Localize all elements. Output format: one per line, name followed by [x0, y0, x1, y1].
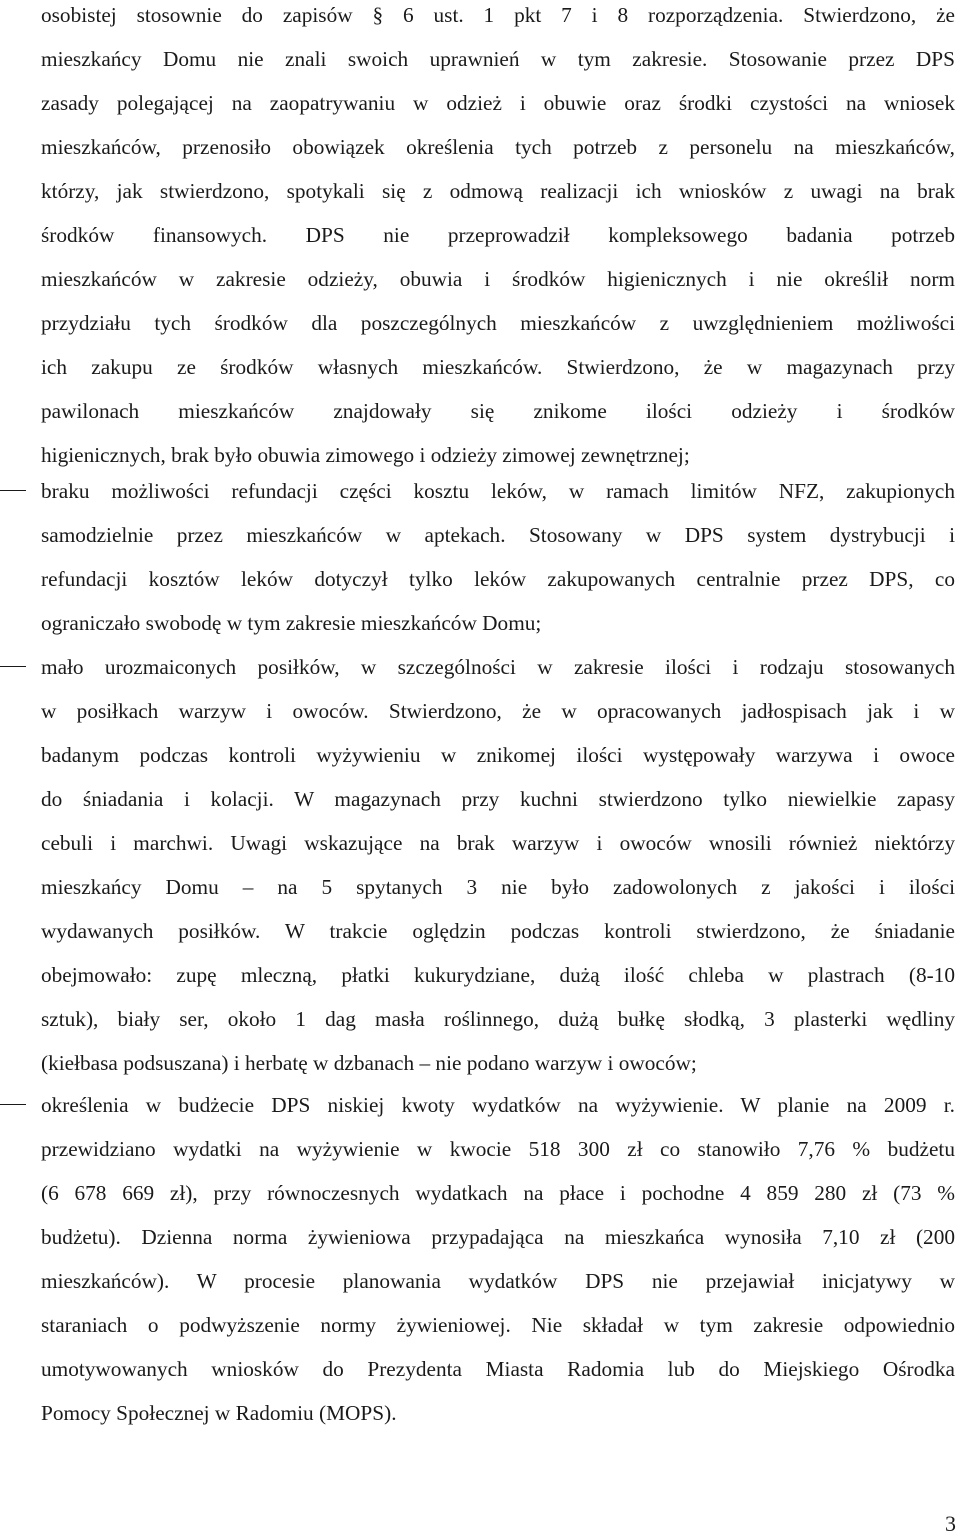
text-line-18: badanym podczas kontroli wyżywieniu w znikomej ilości występowały warzywa i owoce — [41, 743, 955, 767]
text-line-21: mieszkańcy Domu – na 5 spytanych 3 nie było zadowolonych z jakości i ilości — [41, 875, 955, 899]
text-line-15: ograniczało swobodę w tym zakresie mieszkańców Domu; — [41, 611, 542, 635]
text-line-19: do śniadania i kolacji. W magazynach przy kuchni stwierdzono tylko niewielkie zapasy — [41, 787, 955, 811]
list-dash-marker — [0, 1104, 26, 1105]
text-line-31: staraniach o podwyższenie normy żywieniowej. Nie składał w tym zakresie odpowiednio — [41, 1313, 955, 1337]
text-line-5: którzy, jak stwierdzono, spotykali się z odmową realizacji ich wniosków z uwagi na brak — [41, 179, 955, 203]
text-line-16: mało urozmaiconych posiłków, w szczególności w zakresie ilości i rodzaju stosowanych — [41, 655, 955, 679]
text-line-3: zasady polegającej na zaopatrywaniu w odzież i obuwie oraz środki czystości na wniosek — [41, 91, 955, 115]
text-line-4: mieszkańców, przenosiło obowiązek określenia tych potrzeb z personelu na mieszkańców, — [41, 135, 955, 159]
text-line-23: obejmowało: zupę mleczną, płatki kukurydziane, dużą ilość chleba w plastrach (8-10 — [41, 963, 955, 987]
text-line-20: cebuli i marchwi. Uwagi wskazujące na brak warzyw i owoców wnosili również niektórzy — [41, 831, 955, 855]
text-line-8: przydziału tych środków dla poszczególnych mieszkańców z uwzględnieniem możliwości — [41, 311, 955, 335]
text-line-26: określenia w budżecie DPS niskiej kwoty wydatków na wyżywienie. W planie na 2009 r. — [41, 1093, 955, 1117]
text-line-30: mieszkańców). W procesie planowania wydatków DPS nie przejawiał inicjatywy w — [41, 1269, 955, 1293]
text-line-12: braku możliwości refundacji części kosztu leków, w ramach limitów NFZ, zakupionych — [41, 479, 955, 503]
text-line-10: pawilonach mieszkańców znajdowały się znikome ilości odzieży i środków — [41, 399, 955, 423]
text-line-2: mieszkańcy Domu nie znali swoich uprawnień w tym zakresie. Stosowanie przez DPS — [41, 47, 955, 71]
text-line-9: ich zakupu ze środków własnych mieszkańców. Stwierdzono, że w magazynach przy — [41, 355, 955, 379]
text-line-1: osobistej stosownie do zapisów § 6 ust. 1 pkt 7 i 8 rozporządzenia. Stwierdzono, że — [41, 3, 955, 27]
text-line-7: mieszkańców w zakresie odzieży, obuwia i środków higienicznych i nie określił norm — [41, 267, 955, 291]
text-line-29: budżetu). Dzienna norma żywieniowa przypadająca na mieszkańca wynosiła 7,10 zł (200 — [41, 1225, 955, 1249]
text-line-17: w posiłkach warzyw i owoców. Stwierdzono, że w opracowanych jadłospisach jak i w — [41, 699, 955, 723]
text-line-27: przewidziano wydatki na wyżywienie w kwocie 518 300 zł co stanowiło 7,76 % budżetu — [41, 1137, 955, 1161]
list-dash-marker — [0, 666, 26, 667]
text-line-11: higienicznych, brak było obuwia zimowego i odzieży zimowej zewnętrznej; — [41, 443, 690, 467]
page-number: 3 — [945, 1511, 956, 1536]
text-line-25: (kiełbasa podsuszana) i herbatę w dzbanach – nie podano warzyw i owoców; — [41, 1051, 697, 1075]
text-line-13: samodzielnie przez mieszkańców w aptekach. Stosowany w DPS system dystrybucji i — [41, 523, 955, 547]
list-dash-marker — [0, 490, 26, 491]
text-line-33: Pomocy Społecznej w Radomiu (MOPS). — [41, 1401, 397, 1425]
text-line-24: sztuk), biały ser, około 1 dag masła roślinnego, dużą bułkę słodką, 3 plasterki wędliny — [41, 1007, 955, 1031]
text-line-28: (6 678 669 zł), przy równoczesnych wydatkach na płace i pochodne 4 859 280 zł (73 % — [41, 1181, 955, 1205]
text-line-14: refundacji kosztów leków dotyczył tylko leków zakupowanych centralnie przez DPS, co — [41, 567, 955, 591]
text-line-32: umotywowanych wniosków do Prezydenta Miasta Radomia lub do Miejskiego Ośrodka — [41, 1357, 955, 1381]
text-line-6: środków finansowych. DPS nie przeprowadził kompleksowego badania potrzeb — [41, 223, 955, 247]
text-line-22: wydawanych posiłków. W trakcie oględzin podczas kontroli stwierdzono, że śniadanie — [41, 919, 955, 943]
